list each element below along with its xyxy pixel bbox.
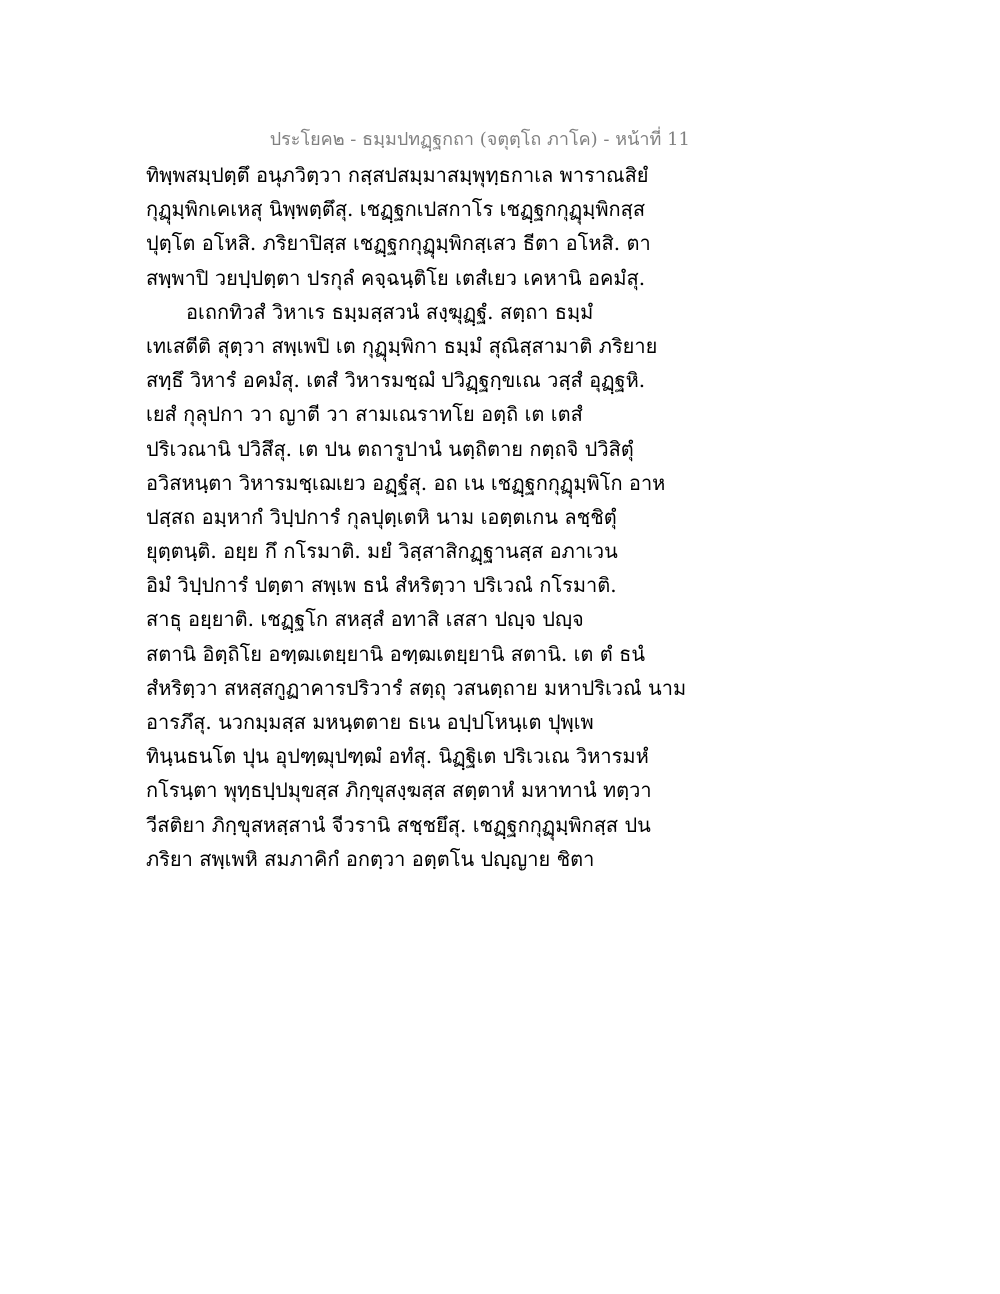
- text-line: ปุตฺโต อโหสิ. ภริยาปิสฺส เชฏฺฐกกุฏุมฺพิกสฺเสว ธีตา อโหสิ. ตา: [146, 231, 651, 256]
- text-line: ยุตฺตนฺติ. อยฺย กึ กโรมาติ. มยํ วิสฺสาสิกฏฺฐานสฺส อภาเวน: [146, 539, 618, 564]
- text-line: ภริยา สพฺเพหิ สมภาคิกํ อกตฺวา อตฺตโน ปญฺญาย ชิตา: [146, 846, 595, 871]
- text-line: สทฺธึ วิหารํ อคมํสุ. เตสํ วิหารมชฺฌํ ปวิฏฺฐกฺขเณ วสฺสํ อุฏฺฐหิ.: [146, 368, 646, 393]
- text-line: สตานิ อิตฺถิโย อฑฺฒเตยฺยานิ อฑฺฒเตยฺยานิ สตานิ. เต ตํ ธนํ: [146, 641, 646, 666]
- text-line: กุฏุมฺพิกเคเหสุ นิพฺพตฺตึสุ. เชฏฺฐกเปสกาโร เชฏฺฐกกุฏุมฺพิกสฺส: [146, 197, 646, 222]
- body-text: [146, 158, 706, 876]
- text-line: สาธุ อยฺยาติ. เชฏฺฐโก สหสฺสํ อทาสิ เสสา ปญฺจ ปญฺจ: [146, 607, 584, 632]
- text-line: กโรนฺตา พุทฺธปฺปมุขสฺส ภิกฺขุสงฺฆสฺส สตฺตาหํ มหาทานํ ทตฺวา: [146, 778, 652, 803]
- text-line: ปริเวณานิ ปวิสึสุ. เต ปน ตถารูปานํ นตฺถิตาย กตฺถจิ ปวิสิตุํ: [146, 436, 634, 461]
- text-line-paragraph-start: อเถกทิวสํ วิหาเร ธมฺมสฺสวนํ สงฺฆุฏฺฐํ. สตฺถา ธมฺมํ: [186, 299, 594, 324]
- text-line: ทิพฺพสมฺปตฺตึ อนุภวิตฺวา กสฺสปสมฺมาสมฺพุทฺธกาเล พาราณสิยํ: [146, 163, 649, 187]
- text-line: เยสํ กุลุปกา วา ญาตี วา สามเณราทโย อตฺถิ เต เตสํ: [146, 402, 583, 427]
- text-line: ปสฺสถ อมฺหากํ วิปฺปการํ กุลปุตฺเตหิ นาม เอตฺตเกน ลชฺชิตุํ: [146, 504, 617, 529]
- text-line: อวิสหนฺตา วิหารมชฺเฌเยว อฏฺฐํสุ. อถ เน เชฏฺฐกกุฏุมฺพิโก อาห: [146, 470, 666, 495]
- text-line: สํหริตฺวา สหสฺสกูฏาคารปริวารํ สตฺถุ วสนตฺถาย มหาปริเวณํ นาม: [146, 675, 687, 700]
- text-line: อารภึสุ. นวกมฺมสฺส มหนฺตตาย ธเน อปฺปโหนฺเต ปุพฺเพ: [146, 710, 594, 734]
- text-line: เทเสตีติ สุตฺวา สพฺเพปิ เต กุฏุมฺพิกา ธมฺมํ สุณิสฺสามาติ ภริยาย: [146, 333, 658, 358]
- running-header: ประโยค๒ - ธมฺมปทฏฺฐกถา (จตุตฺโถ ภาโค) - หน้าที่ 11: [269, 129, 690, 150]
- text-line: วีสติยา ภิกฺขุสหสฺสานํ จีวรานิ สชฺชยึสุ. เชฏฺฐกกุฏุมฺพิกสฺส ปน: [146, 812, 651, 837]
- text-line: ทินฺนธนโต ปุน อุปฑฺฒุปฑฺฒํ อทํสุ. นิฏฺฐิเต ปริเวเณ วิหารมหํ: [146, 744, 649, 769]
- text-line: อิมํ วิปฺปการํ ปตฺตา สพฺเพ ธนํ สํหริตฺวา ปริเวณํ กโรมาติ.: [146, 573, 617, 598]
- text-line: สพฺพาปิ วยปฺปตฺตา ปรกุลํ คจฺฉนฺติโย เตสํเยว เคหานิ อคมํสุ.: [146, 265, 646, 290]
